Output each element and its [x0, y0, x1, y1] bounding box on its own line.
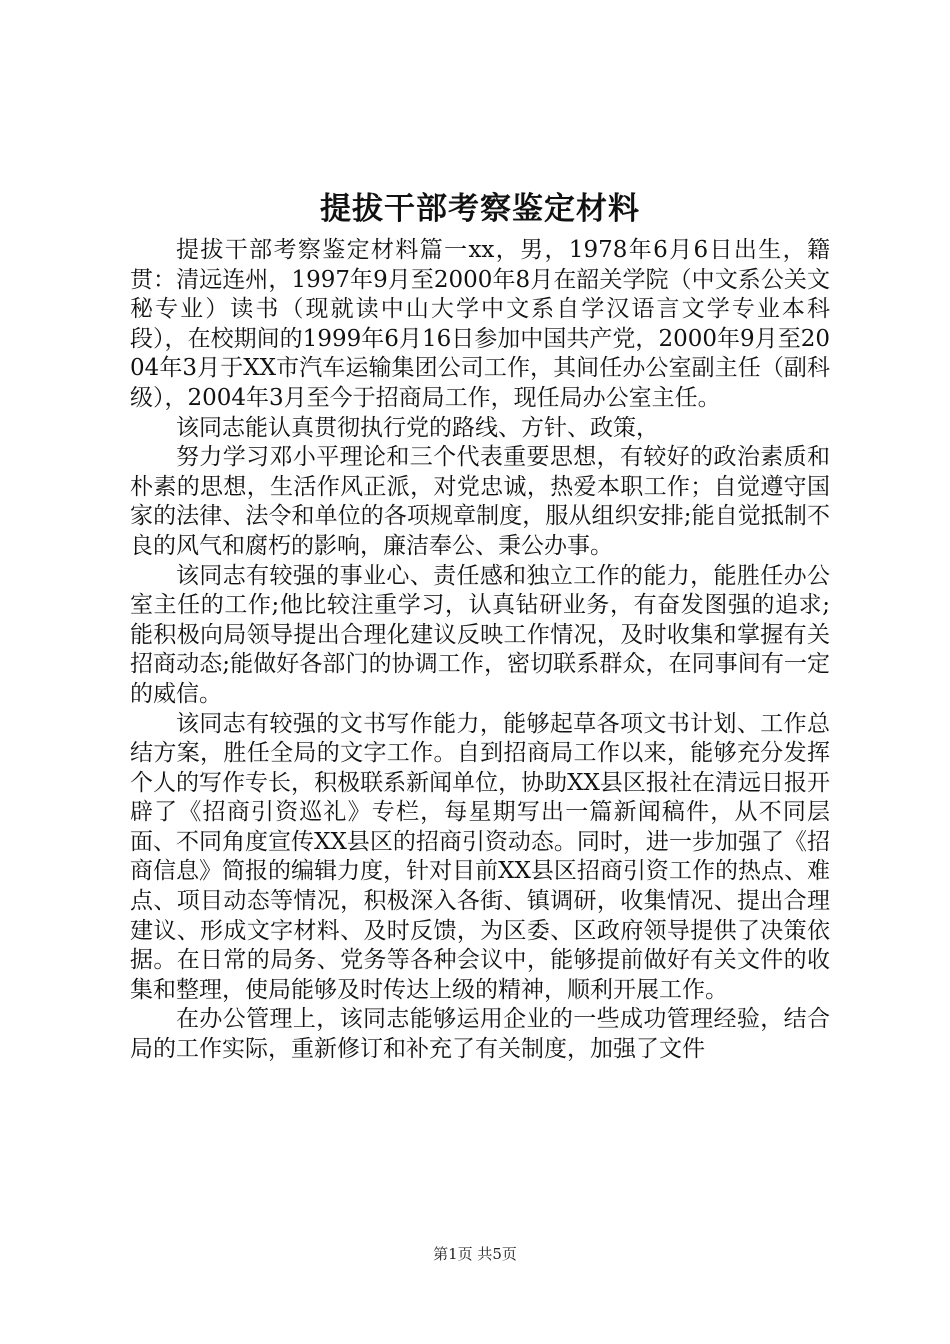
paragraph-2: 该同志能认真贯彻执行党的路线、方针、政策，	[176, 414, 659, 441]
paragraph-1: 提拔干部考察鉴定材料篇一xx，男，1978年6月6日出生，籍贯：清远连州，1997年9月至2000年8月在韶关学院（中文系公关文秘专业）读书（现就读中山大学中文系自学汉语言文学专业本科段），在校期间的1999年6月16日参加中国共产党，2000年9月至2004年3月于XX市汽车运输集团公司工作，其间任办公室副主任（副科级），2004年3月至今于招商局工作，现任局办公室主任。	[130, 237, 830, 411]
paragraph-5: 该同志有较强的文书写作能力，能够起草各项文书计划、工作总结方案，胜任全局的文字工作。自到招商局工作以来，能够充分发挥个人的写作专长，积极联系新闻单位，协助XX县区报社在清远日报开辟了《招商引资巡礼》专栏，每星期写出一篇新闻稿件，从不同层面、不同角度宣传XX县区的招商引资动态。同时，进一步加强了《招商信息》简报的编辑力度，针对目前XX县区招商引资工作的热点、难点、项目动态等情况，积极深入各街、镇调研，收集情况、提出合理建议、形成文字材料、及时反馈，为区委、区政府领导提供了决策依据。在日常的局务、党务等各种会议中，能够提前做好有关文件的收集和整理，使局能够及时传达上级的精神，顺利开展工作。	[130, 710, 830, 1003]
paragraph-4: 该同志有较强的事业心、责任感和独立工作的能力，能胜任办公室主任的工作;他比较注重学习，认真钻研业务，有奋发图强的追求;能积极向局领导提出合理化建议反映工作情况，及时收集和掌握有关招商动态;能做好各部门的协调工作，密切联系群众，在同事间有一定的威信。	[130, 562, 830, 707]
document-page	[130, 182, 830, 1065]
paragraph-6: 在办公管理上，该同志能够运用企业的一些成功管理经验，结合局的工作实际，重新修订和补充了有关制度，加强了文件	[130, 1006, 830, 1063]
document-body	[130, 236, 830, 1065]
paragraph-3: 努力学习邓小平理论和三个代表重要思想，有较好的政治素质和朴素的思想，生活作风正派，对党忠诚，热爱本职工作；自觉遵守国家的法律、法令和单位的各项规章制度，服从组织安排;能自觉抵制不良的风气和腐朽的影响，廉洁奉公、秉公办事。	[130, 444, 830, 559]
page-number-footer: 第1页 共5页	[433, 1245, 517, 1263]
document-title: 提拔干部考察鉴定材料	[320, 191, 640, 227]
